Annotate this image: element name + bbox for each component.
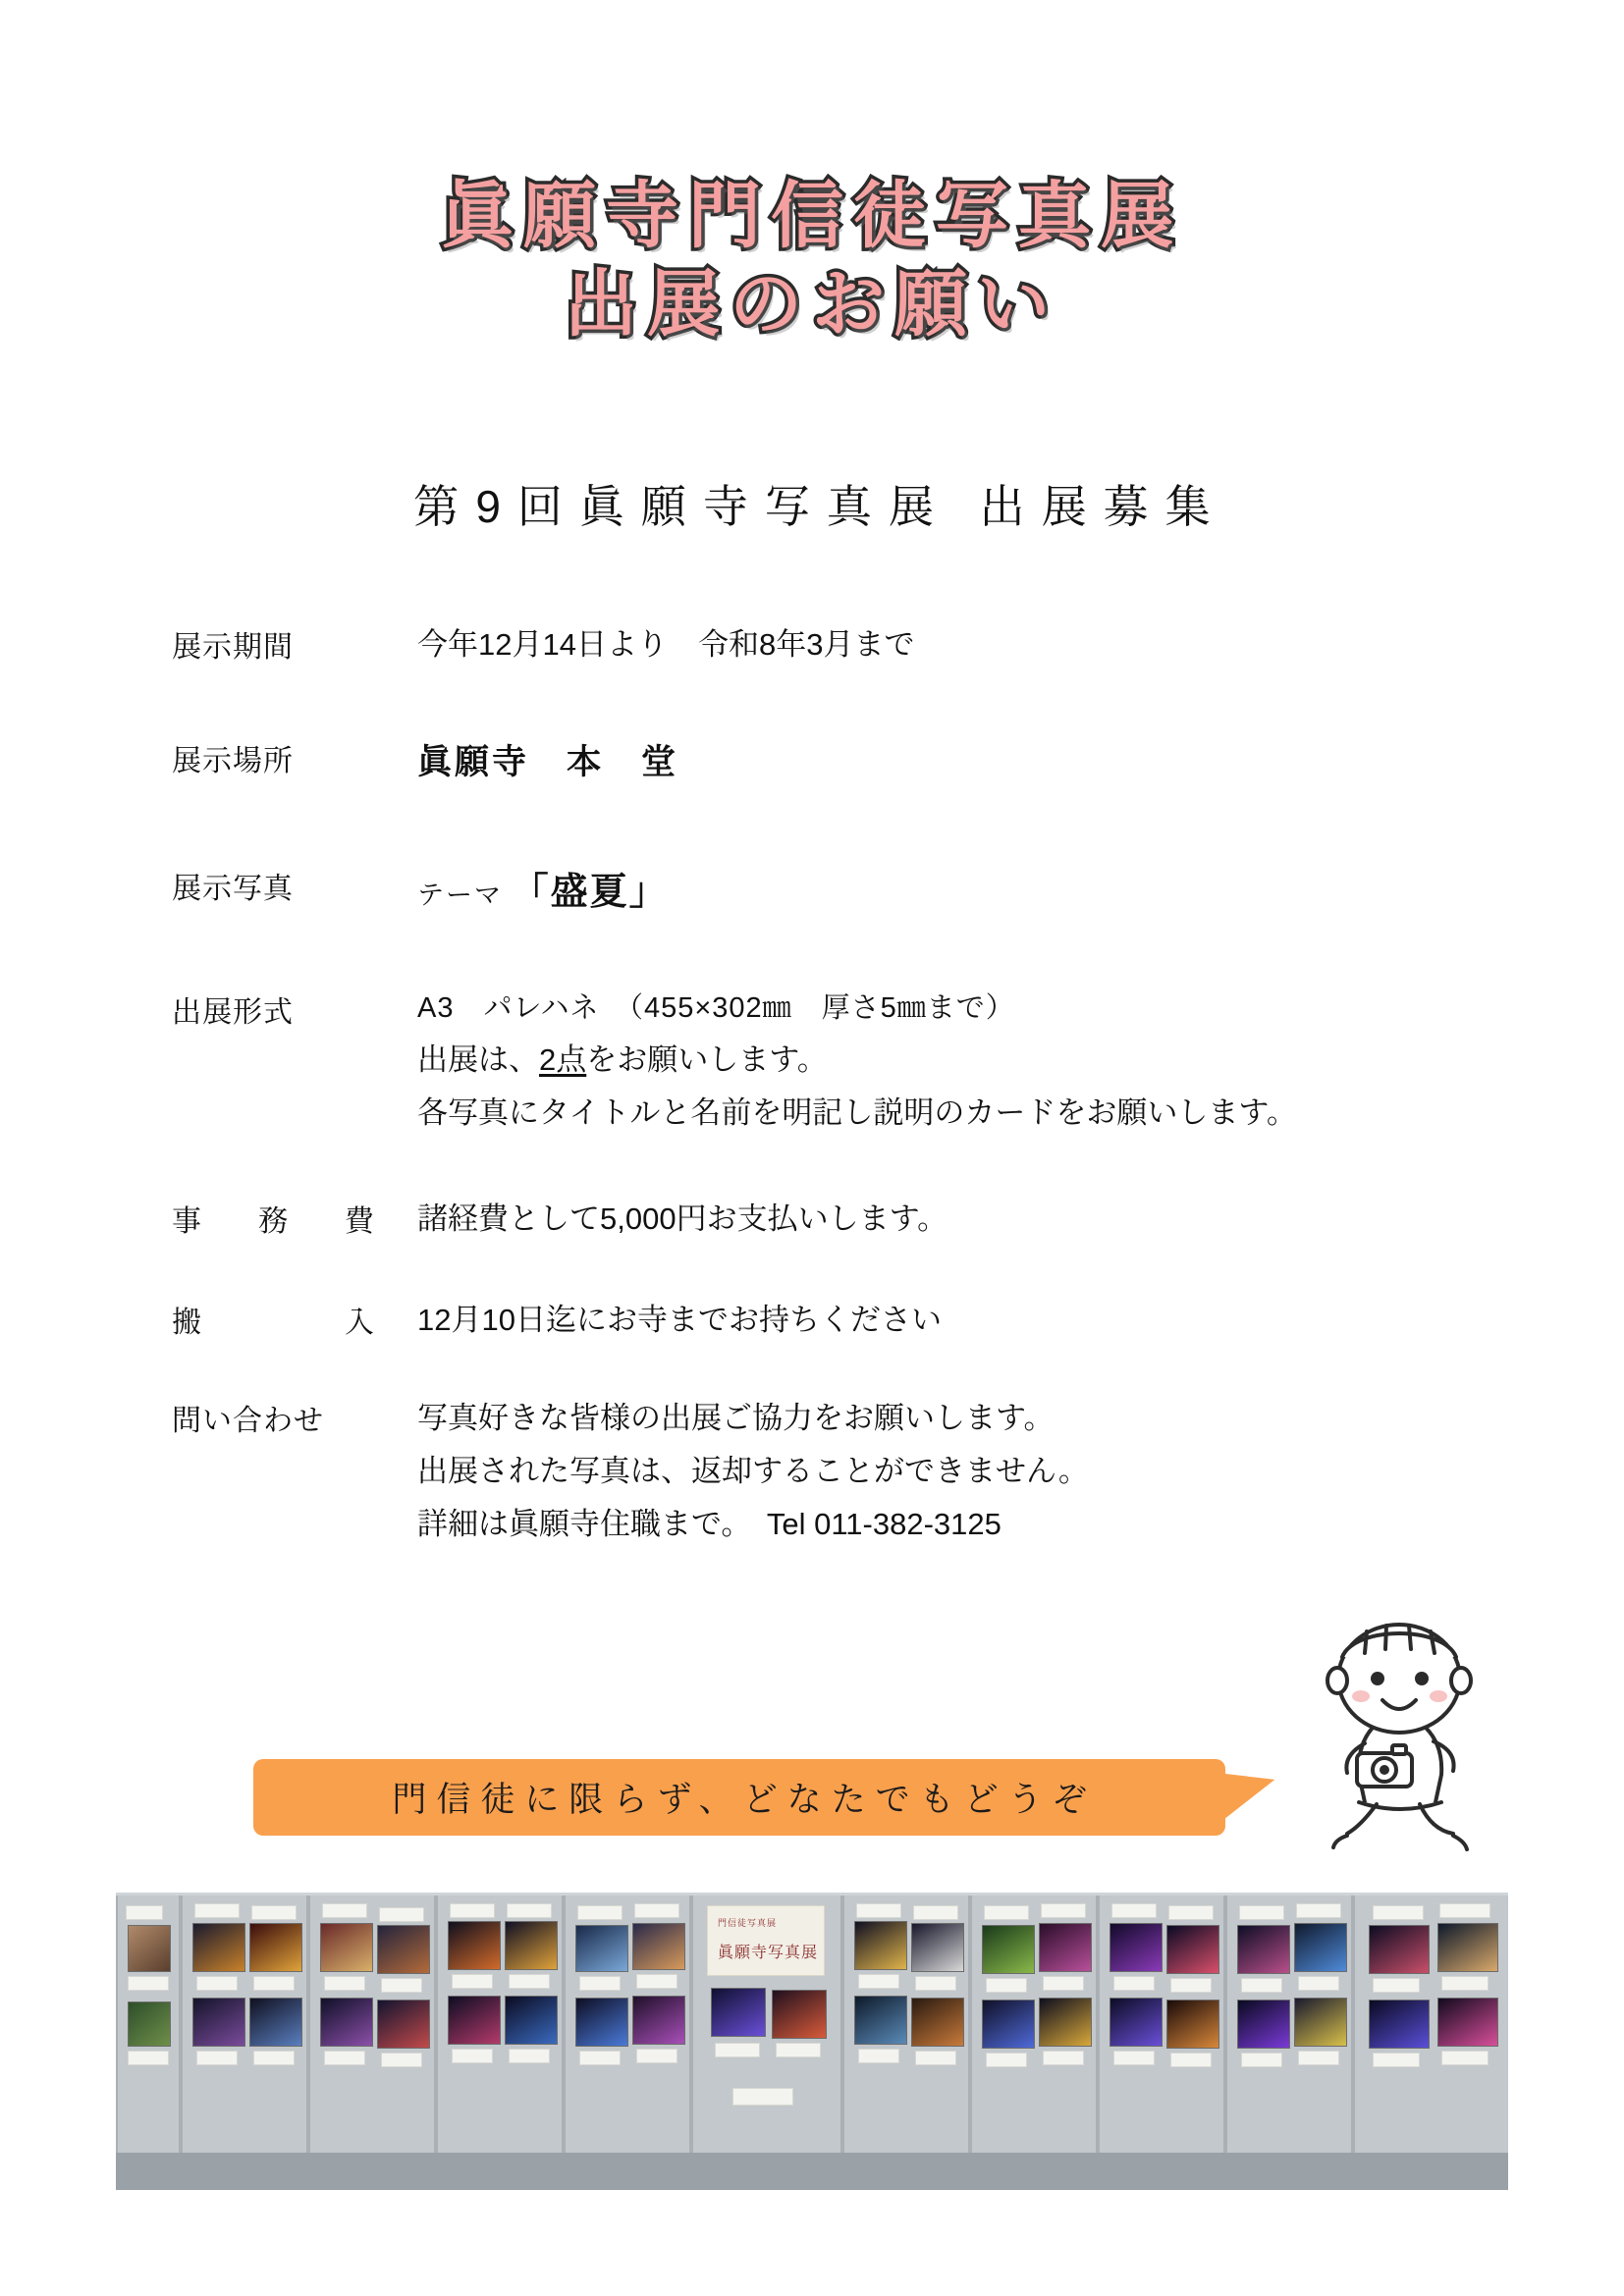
row-submission-format: [172, 984, 1468, 1140]
row-exhibition-place: [172, 732, 1468, 792]
theme-value: 「盛夏」: [511, 871, 669, 913]
exhibit-panel: [564, 1896, 691, 2153]
row-label-contact: 問い合わせ: [172, 1404, 324, 1437]
row-contact: [172, 1392, 1468, 1552]
row-value-theme: [417, 860, 1468, 926]
row-label-period: 展示期間: [172, 631, 294, 664]
row-exhibition-theme: [172, 860, 1468, 926]
callout-banner: 門信徒に限らず、どなたでもどうぞ: [253, 1759, 1225, 1836]
row-value-fee: [417, 1193, 1468, 1246]
place-line-1: 眞願寺 本 堂: [417, 743, 679, 782]
center-board-sub: 門信徒写真展: [718, 1918, 778, 1928]
row-label-delivery: 搬 入: [172, 1306, 388, 1339]
contact-line-2: 出展された写真は、返却することができません。: [417, 1454, 1089, 1488]
info-rows: [172, 618, 1468, 1589]
exhibit-panel: [1098, 1896, 1225, 2153]
title-line-1: 眞願寺門信徒写真展: [441, 175, 1183, 256]
row-label-place: 展示場所: [172, 745, 294, 778]
format-line-3: 各写真にタイトルと名前を明記し説明のカードをお願いします。: [417, 1095, 1297, 1130]
contact-line-3: 詳細は眞願寺住職まで。 Tel 011-382-3125: [417, 1507, 1001, 1542]
exhibit-panel: [181, 1896, 308, 2153]
exhibit-panel: [308, 1896, 436, 2153]
exhibit-panel-center: [691, 1896, 842, 2153]
row-admin-fee: [172, 1193, 1468, 1246]
row-label-format: 出展形式: [172, 996, 294, 1029]
exhibition-photo-strip: [116, 1893, 1508, 2190]
exhibit-panel: [970, 1896, 1098, 2153]
delivery-line-1: 12月10日迄にお寺までお持ちください: [417, 1302, 942, 1337]
row-delivery: [172, 1294, 1468, 1347]
contact-line-1: 写真好きな皆様の出展ご協力をお願いします。: [417, 1400, 1055, 1435]
row-value-delivery: [417, 1294, 1468, 1347]
exhibit-panel: [1353, 1896, 1508, 2153]
row-label-fee: 事 務 費: [172, 1205, 388, 1239]
row-value-format: [417, 984, 1468, 1140]
period-line-1: 今年12月14日より 令和8年3月まで: [417, 627, 915, 662]
center-board-title: 眞願寺写真展: [718, 1945, 819, 1961]
theme-prefix: テーマ: [417, 880, 503, 910]
camera-boy-illustration: [1296, 1618, 1507, 1858]
row-exhibition-period: [172, 618, 1468, 671]
row-label-theme: 展示写真: [172, 872, 294, 905]
format-line-2: [417, 1034, 1468, 1087]
poster-subtitle: 第9回眞願寺写真展 出展募集: [413, 481, 1227, 532]
poster-title: [0, 172, 1624, 349]
fee-line-1: 諸経費として5,000円お支払いします。: [417, 1201, 948, 1237]
exhibit-panel: [116, 1896, 181, 2153]
title-line-2: 出展のお願い: [565, 263, 1059, 346]
row-value-contact: [417, 1392, 1468, 1552]
format-line-2-text: 出展は、2点をお願いします。: [417, 1041, 828, 1077]
format-line-1: A3 パレハネ （455×302㎜ 厚さ5㎜まで）: [417, 992, 1015, 1024]
row-value-period: [417, 618, 1468, 671]
exhibit-panel: [436, 1896, 564, 2153]
row-value-place: [417, 732, 1468, 792]
strip-floor: [116, 2153, 1508, 2190]
exhibit-panel: [1225, 1896, 1353, 2153]
exhibit-panel: [842, 1896, 970, 2153]
